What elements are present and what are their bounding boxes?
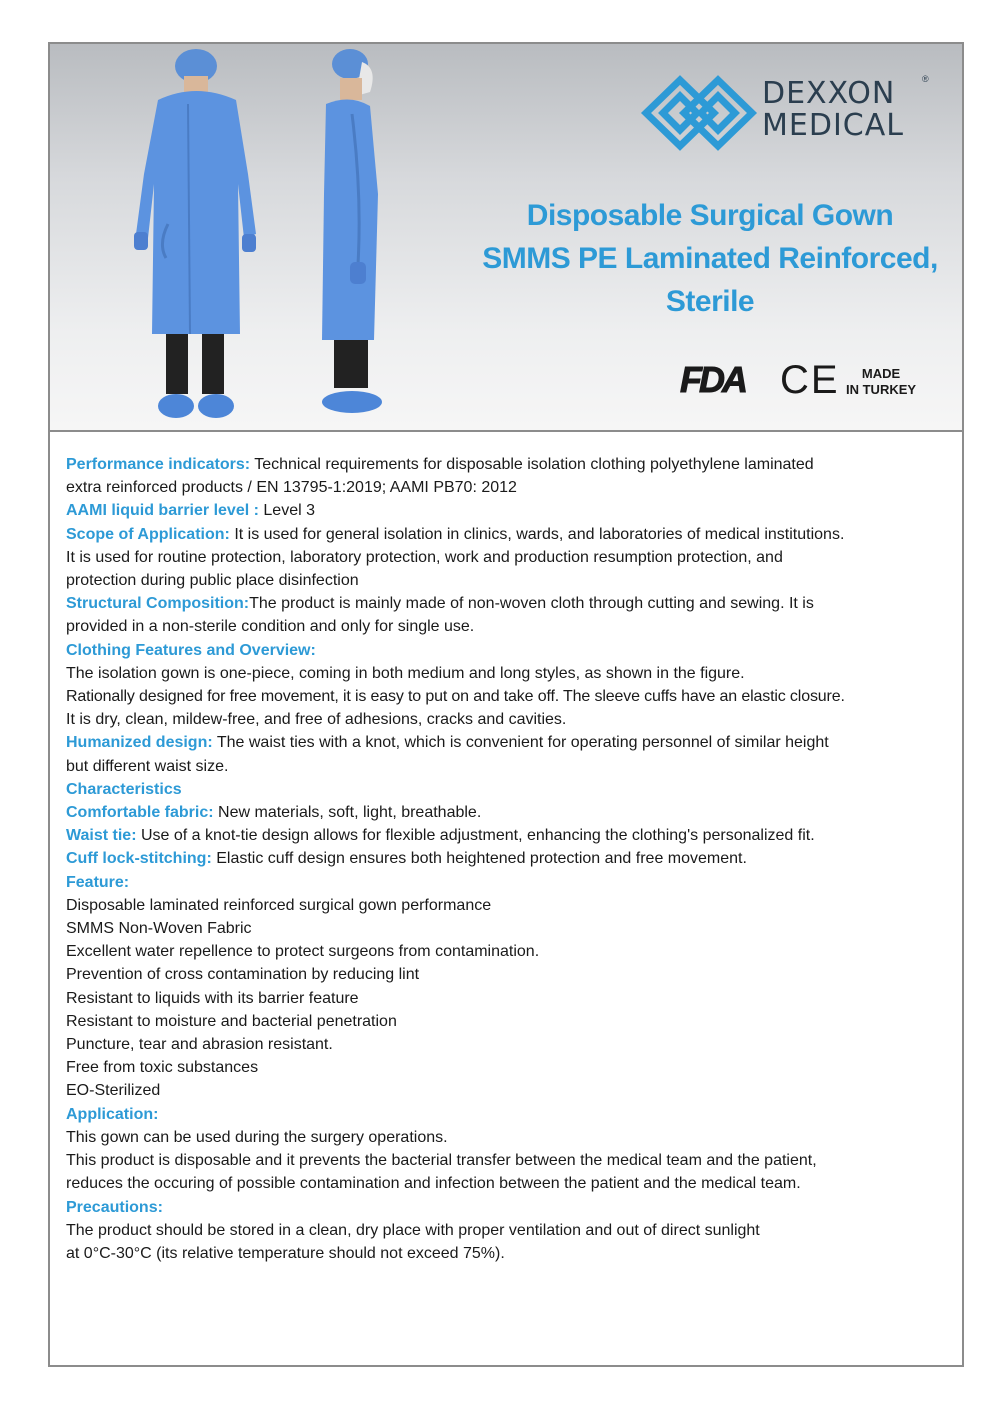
scope-line2: It is used for routine protection, laboratory protection, work and production resumption protection, and bbox=[66, 548, 783, 566]
fabric-line bbox=[66, 801, 956, 824]
gown-back-view-image bbox=[128, 44, 268, 430]
made-in-turkey-badge bbox=[846, 366, 916, 398]
product-header bbox=[50, 44, 962, 432]
feature-item: SMMS Non-Woven Fabric bbox=[66, 920, 252, 938]
made-line1: MADE bbox=[861, 366, 901, 381]
made-line2: IN TURKEY bbox=[846, 382, 917, 397]
performance-label: Performance indicators: bbox=[66, 456, 251, 473]
ce-mark: CE bbox=[780, 358, 840, 402]
scope-label: Scope of Application: bbox=[66, 525, 230, 543]
feature-item: Resistant to liquids with its barrier feature bbox=[66, 989, 359, 1007]
registered-mark: ® bbox=[922, 74, 929, 84]
interlocked-diamond-logo-icon bbox=[640, 74, 758, 152]
aami-label: AAMI liquid barrier level : bbox=[66, 502, 259, 520]
performance-line2: extra reinforced products / EN 13795-1:2019; AAMI PB70: 2012 bbox=[66, 479, 517, 497]
precautions-heading: Precautions: bbox=[66, 1198, 163, 1216]
clothing-line1: The isolation gown is one-piece, coming in both medium and long styles, as shown in the figure. bbox=[66, 664, 745, 682]
structural-text1: The product is mainly made of non-woven cloth through cutting and sewing. It is bbox=[249, 595, 814, 613]
application-heading: Application: bbox=[66, 1105, 159, 1123]
aami-value: Level 3 bbox=[263, 502, 315, 520]
feature-item: Free from toxic substances bbox=[66, 1059, 259, 1077]
clothing-heading: Clothing Features and Overview: bbox=[66, 641, 316, 659]
application-line2: This product is disposable and it prevents the bacterial transfer between the medical team and the patient, bbox=[66, 1152, 817, 1170]
precautions-line1: The product should be stored in a clean, dry place with proper ventilation and out of direct sunlight bbox=[66, 1221, 760, 1239]
aami-line bbox=[66, 499, 956, 522]
brand-name-line2: MEDICAL bbox=[762, 108, 904, 143]
title-line1: Disposable Surgical Gown bbox=[526, 199, 894, 232]
feature-item: EO-Sterilized bbox=[66, 1082, 161, 1100]
fda-mark: FDA bbox=[680, 359, 745, 400]
scope-text1: It is used for general isolation in clinics, wards, and laboratories of medical institutions. bbox=[234, 525, 845, 543]
performance-line1 bbox=[66, 453, 956, 476]
performance-text1: Technical requirements for disposable isolation clothing polyethylene laminated bbox=[254, 456, 814, 473]
humanized-label: Humanized design: bbox=[66, 734, 213, 752]
title-line3: Sterile bbox=[665, 285, 755, 318]
scope-line1 bbox=[66, 523, 956, 546]
cuff-label: Cuff lock-stitching: bbox=[66, 850, 212, 868]
feature-item: Prevention of cross contamination by reducing lint bbox=[66, 966, 420, 984]
gown-side-view-image bbox=[312, 44, 422, 430]
feature-item: Puncture, tear and abrasion resistant. bbox=[66, 1036, 333, 1054]
application-line3: reduces the occuring of possible contamination and infection between the patient and the medical team. bbox=[66, 1175, 801, 1193]
structural-line1 bbox=[66, 592, 956, 615]
specification-body bbox=[66, 453, 956, 1265]
title-line2: SMMS PE Laminated Reinforced, bbox=[482, 242, 938, 275]
waist-text: Use of a knot-tie design allows for flexible adjustment, enhancing the clothing's personalized fit. bbox=[140, 827, 815, 845]
humanized-line1 bbox=[66, 731, 956, 754]
humanized-text1: The waist ties with a knot, which is convenient for operating personnel of similar height bbox=[216, 734, 829, 752]
scope-line3: protection during public place disinfection bbox=[66, 572, 359, 590]
waist-line bbox=[66, 824, 956, 847]
waist-label: Waist tie: bbox=[66, 827, 137, 845]
fabric-label: Comfortable fabric: bbox=[66, 804, 214, 822]
dexxon-medical-logo bbox=[640, 74, 940, 154]
clothing-line3: It is dry, clean, mildew-free, and free of adhesions, cracks and cavities. bbox=[66, 711, 567, 729]
clothing-line2: Rationally designed for free movement, it is easy to put on and take off. The sleeve cuffs have an elastic closure. bbox=[66, 688, 845, 706]
brand-name-line1: DEXXON bbox=[762, 76, 896, 111]
characteristics-heading: Characteristics bbox=[66, 780, 182, 798]
humanized-line2: but different waist size. bbox=[66, 757, 229, 775]
document-frame bbox=[48, 42, 964, 1367]
application-line1: This gown can be used during the surgery operations. bbox=[66, 1128, 448, 1146]
feature-item: Excellent water repellence to protect surgeons from contamination. bbox=[66, 943, 540, 961]
feature-item: Disposable laminated reinforced surgical gown performance bbox=[66, 896, 492, 914]
structural-line2: provided in a non-sterile condition and only for single use. bbox=[66, 618, 475, 636]
feature-item: Resistant to moisture and bacterial penetration bbox=[66, 1012, 397, 1030]
product-title bbox=[470, 194, 950, 323]
feature-heading: Feature: bbox=[66, 873, 130, 891]
precautions-line2: at 0°C-30°C (its relative temperature should not exceed 75%). bbox=[66, 1244, 505, 1262]
fabric-text: New materials, soft, light, breathable. bbox=[218, 804, 482, 822]
cuff-line bbox=[66, 847, 956, 870]
structural-label: Structural Composition: bbox=[66, 595, 250, 613]
cuff-text: Elastic cuff design ensures both heightened protection and free movement. bbox=[216, 850, 747, 868]
